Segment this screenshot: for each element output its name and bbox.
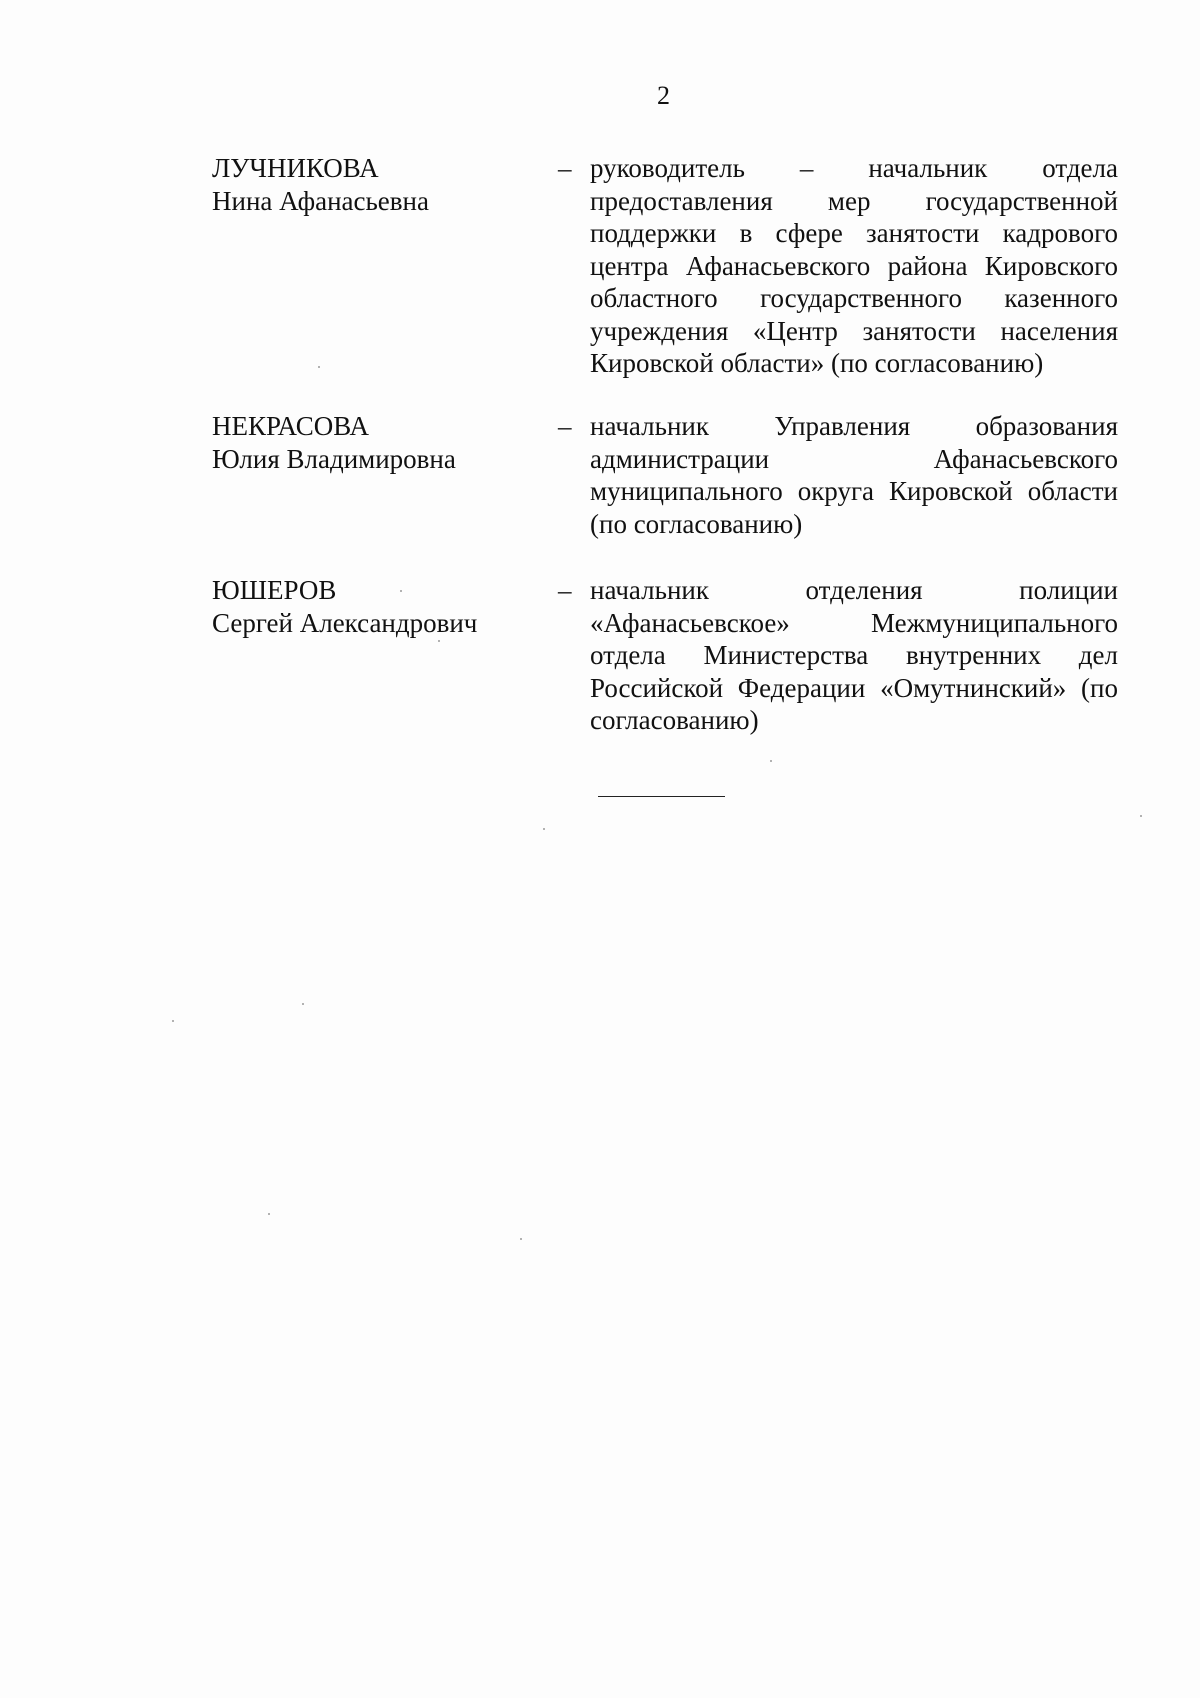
member-name [212, 152, 552, 217]
member-surname: ЛУЧНИКОВА [212, 153, 379, 183]
separator-dash: – [558, 411, 572, 441]
member-role: начальник отделения полиции «Афанасьевское» Межмуниципального отдела Министерства внутренних дел Российской Федерации «Омутнинский» (по согласованию) [590, 575, 1118, 735]
member-surname: НЕКРАСОВА [212, 411, 370, 441]
member-role: руководитель – начальник отдела предоставления мер государственной поддержки в сфере занятости кадрового центра Афанасьевского района Кировского областного государственного казенного учреждения «Центр занятости населения Кировской области» (по согласованию) [590, 153, 1118, 378]
member-role: начальник Управления образования администрации Афанасьевского муниципального округа Кировской области (по согласованию) [590, 411, 1118, 539]
member-surname: ЮШЕРОВ [212, 575, 337, 605]
member-given-name: Сергей Александрович [212, 607, 478, 638]
scan-speck [268, 1213, 270, 1215]
scan-speck [318, 366, 320, 368]
member-given-name: Юлия Владимировна [212, 443, 456, 474]
scan-speck [172, 1020, 174, 1022]
scan-speck [438, 640, 440, 642]
scan-speck [543, 828, 545, 830]
page-number: 2 [657, 81, 670, 110]
scan-speck [1140, 815, 1142, 817]
member-name [212, 574, 552, 639]
member-name [212, 410, 552, 475]
separator-dash: – [558, 153, 572, 183]
member-given-name: Нина Афанасьевна [212, 185, 429, 216]
scan-speck [400, 590, 402, 592]
separator-dash: – [558, 575, 572, 605]
scan-speck [302, 1003, 304, 1005]
end-of-list-rule [598, 796, 725, 797]
scan-speck [770, 760, 772, 762]
scan-speck [520, 1238, 522, 1240]
